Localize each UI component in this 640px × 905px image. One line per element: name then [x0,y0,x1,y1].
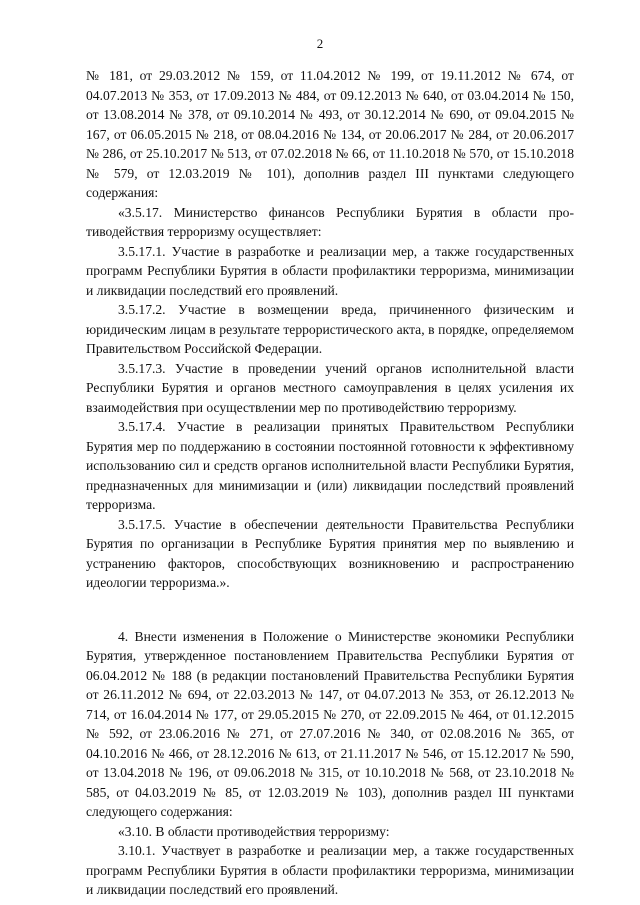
paragraph-clause-3-5-17-4: 3.5.17.4. Участие в реализации принятых Правительством Республики Бурятия мер по поддержанию в состоянии постоянной готовности к эффективному использованию сил и средств органов исполнительной власти Республики Бурятия, предназначенных для минимизации и (или) ликвидации последствий проявлений терроризма. [86,419,574,512]
paragraph-clause-3-5-17: «3.5.17. Министерство финансов Республики Бурятия в области противодействия терроризму осуществляет: [86,204,574,239]
paragraph-item-4: 4. Внести изменения в Положение о Министерстве экономики Республики Бурятия, утвержденное постановлением Правительства Республики Бурятия от 06.04.2012 № 188 (в редакции постановлений Правительства Республики Бурятия от 26.11.2012 № 694, от 22.03.2013 № 147, от 04.07.2013 № 353, от 26.12.2013 № 714, от 16.04.2014 № 177, от 29.05.2015 № 270, от 22.09.2015 № 464, от 01.12.2015 № 592, от 23.06.2016 № 271, от 27.07.2016 № 340, от 02.08.2016 № 365, от 04.10.2016 № 466, от 28.12.2016 № 613, от 21.11.2017 № 546, от 15.12.2017 № 590, от 13.04.2018 № 196, от 09.06.2018 № 315, от 10.10.2018 № 568, от 23.10.2018 № 585, от 04.03.2019 № 85, от 12.03.2019 № 103), дополнив раздел III пунктами следующего содержания: [86,628,574,819]
paragraph-clause-3-10-1: 3.10.1. Участвует в разработке и реализации мер, а также государственных программ Республики Бурятия в области профилактики терроризма, минимизации и ликвидации последствий его проявлений. [86,843,574,897]
paragraph-clause-3-10: «3.10. В области противодействия терроризму: [118,823,390,839]
page-number: 2 [316,36,324,51]
document-body [86,66,574,900]
paragraph-clause-3-5-17-2: 3.5.17.2. Участие в возмещении вреда, причиненного физическим и юридическим лицам в результате террористического акта, в порядке, определяемом Правительством Российской Федерации. [86,302,574,356]
paragraph-spacer [86,593,574,627]
paragraph-clause-3-5-17-5: 3.5.17.5. Участие в обеспечении деятельности Правительства Республики Бурятия по организации в Республике Бурятия принятия мер по выявлению и устранению факторов, способствующих возникновению и распространению идеологии терроризма.». [86,516,574,590]
paragraph-clause-3-5-17-3: 3.5.17.3. Участие в проведении учений органов исполнительной власти Республики Бурятия и органов местного самоуправления в целях усиления их взаимодействия при осуществлении мер по противодействию терроризму. [86,360,574,415]
paragraph-continuation: № 181, от 29.03.2012 № 159, от 11.04.2012 № 199, от 19.11.2012 № 674, от 04.07.2013 № 353, от 17.09.2013 № 484, от 09.12.2013 № 640, от 03.04.2014 № 150, от 13.08.2014 № 378, от 09.10.2014 № 493, от 30.12.2014 № 690, от 09.04.2015 № 167, от 06.05.2015 № 218, от 08.04.2016 № 134, от 20.06.2017 № 284, от 20.06.2017 № 286, от 25.10.2017 № 513, от 07.02.2018 № 66, от 11.10.2018 № 570, от 15.10.2018 № 579, от 12.03.2019 № 101), дополнив раздел III пунктами следующего содержания: [86,68,574,200]
paragraph-clause-3-5-17-1: 3.5.17.1. Участие в разработке и реализации мер, а также государственных программ Республики Бурятия в области профилактики терроризма, минимизации и ликвидации последствий его проявлений. [86,243,574,298]
